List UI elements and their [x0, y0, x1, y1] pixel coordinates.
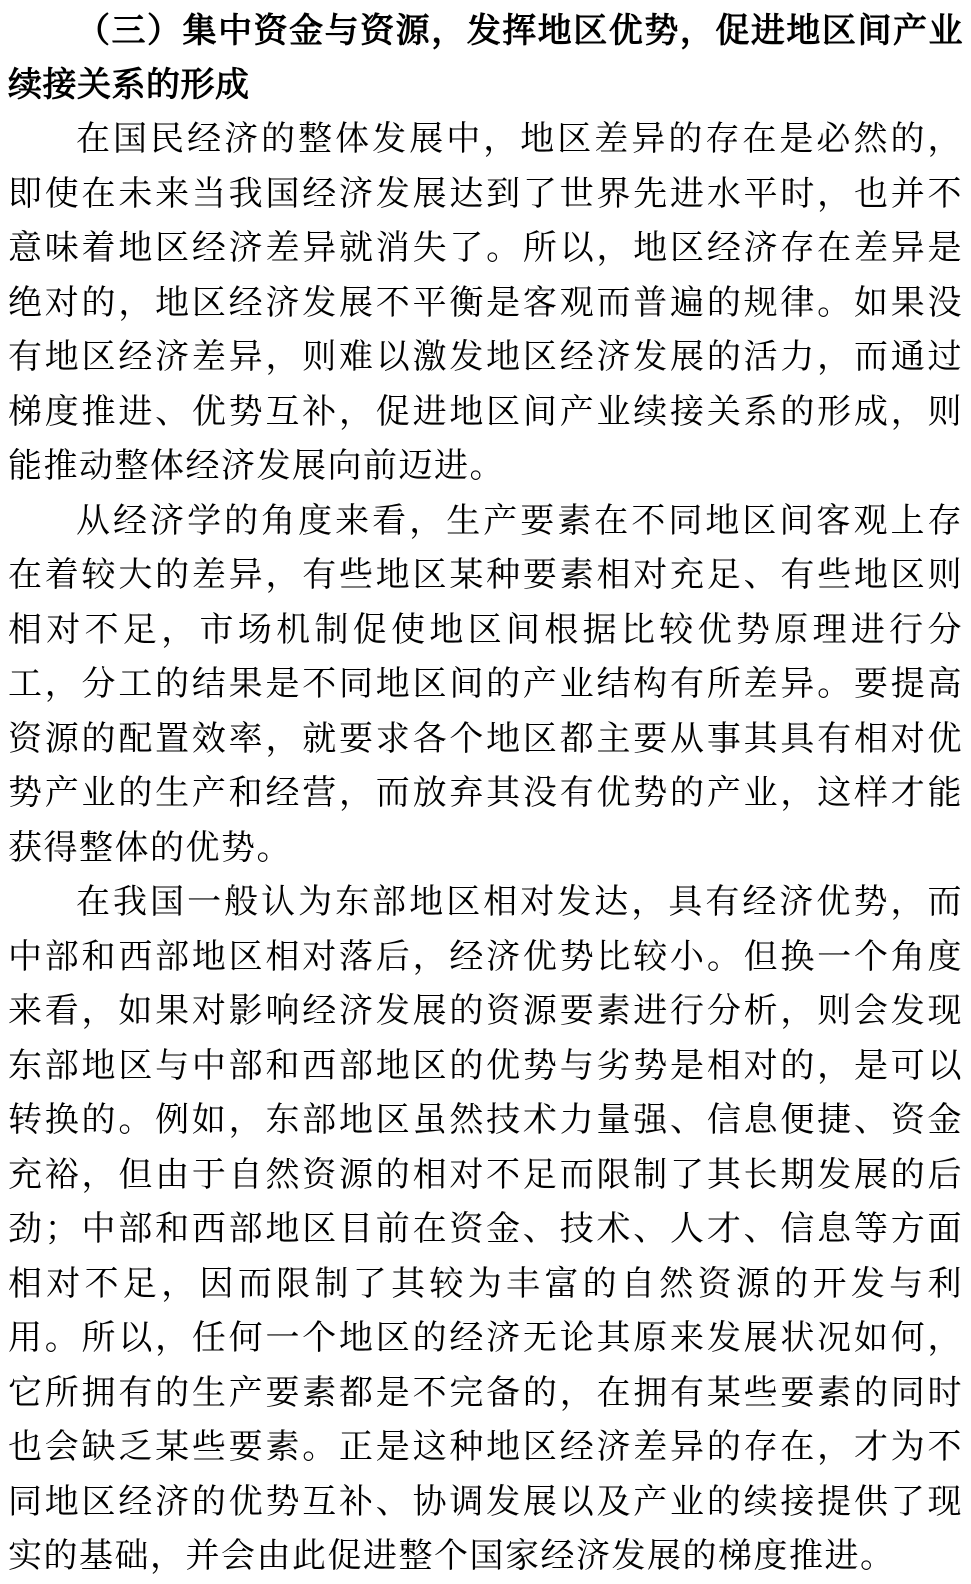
- document-page: [8, 4, 963, 1584]
- paragraph-1: 在国民经济的整体发展中，地区差异的存在是必然的，即使在未来当我国经济发展达到了世界先进水平时，也并不意味着地区经济差异就消失了。所以，地区经济存在差异是绝对的，地区经济发展不平衡是客观而普遍的规律。如果没有地区经济差异，则难以激发地区经济发展的活力，而通过梯度推进、优势互补，促进地区间产业续接关系的形成，则能推动整体经济发展向前迈进。: [8, 119, 963, 486]
- paragraph-3: 在我国一般认为东部地区相对发达，具有经济优势，而中部和西部地区相对落后，经济优势比较小。但换一个角度来看，如果对影响经济发展的资源要素进行分析，则会发现东部地区与中部和西部地区的优势与劣势是相对的，是可以转换的。例如，东部地区虽然技术力量强、信息便捷、资金充裕，但由于自然资源的相对不足而限制了其长期发展的后劲；中部和西部地区目前在资金、技术、人才、信息等方面相对不足，因而限制了其较为丰富的自然资源的开发与利用。所以，任何一个地区的经济无论其原来发展状况如何，它所拥有的生产要素都是不完备的，在拥有某些要素的同时也会缺乏某些要素。正是这种地区经济差异的存在，才为不同地区经济的优势互补、协调发展以及产业的续接提供了现实的基础，并会由此促进整个国家经济发展的梯度推进。: [8, 882, 963, 1576]
- section-heading: （三）集中资金与资源，发挥地区优势，促进地区间产业续接关系的形成: [8, 11, 963, 105]
- paragraph-2: 从经济学的角度来看，生产要素在不同地区间客观上存在着较大的差异，有些地区某种要素相对充足、有些地区则相对不足，市场机制促使地区间根据比较优势原理进行分工，分工的结果是不同地区间的产业结构有所差异。要提高资源的配置效率，就要求各个地区都主要从事其具有相对优势产业的生产和经营，而放弃其没有优势的产业，这样才能获得整体的优势。: [8, 500, 963, 868]
